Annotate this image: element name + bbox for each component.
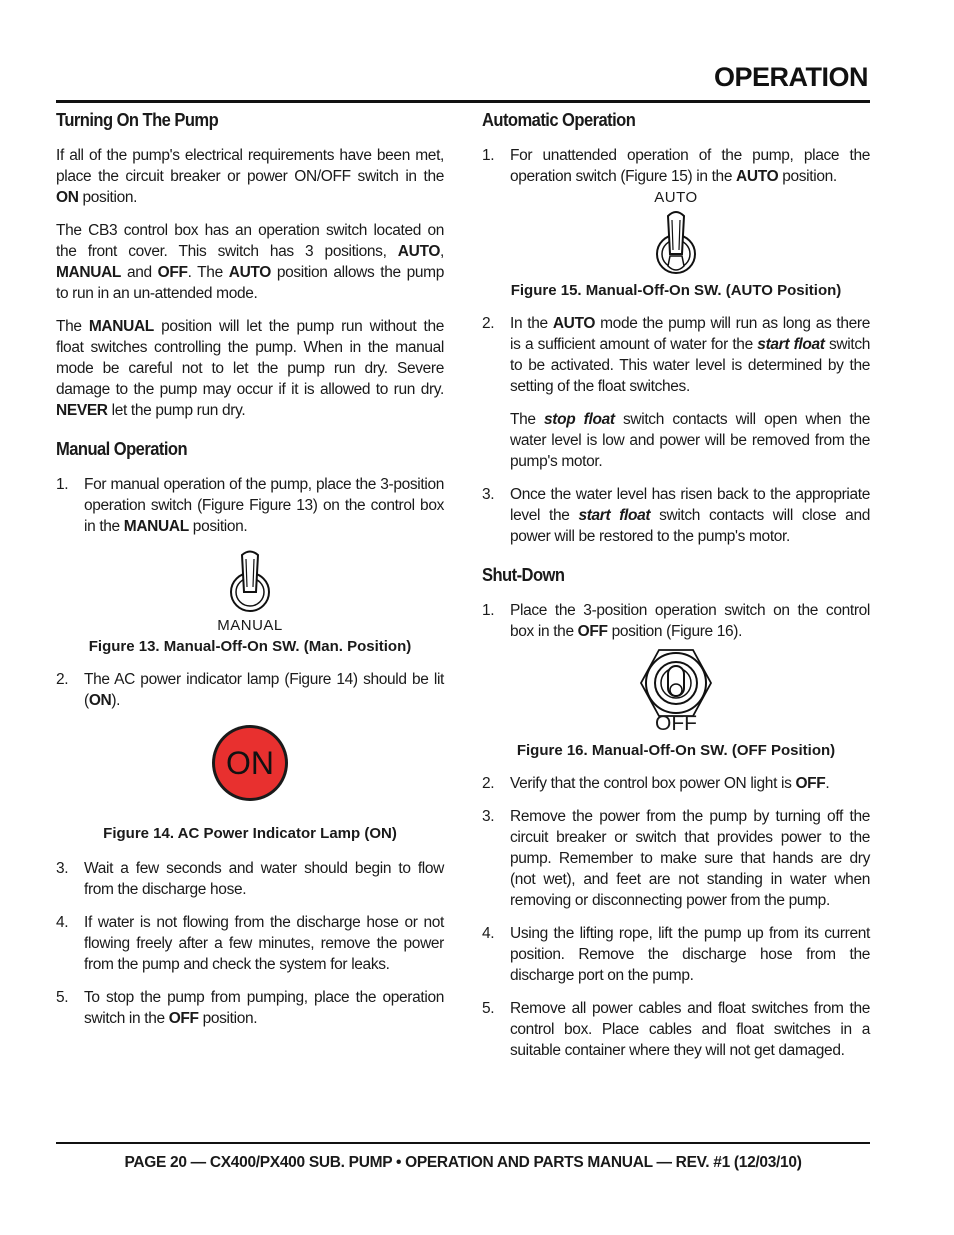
section-heading-shut-down: Shut-Down <box>482 565 565 585</box>
list-item: 4. Using the lifting rope, lift the pump up from its current position. Remove the discharge hose from the discharge port on the pump. <box>482 925 870 984</box>
lamp-text: ON <box>226 745 274 781</box>
right-column <box>482 110 870 1073</box>
figure-16-caption: Figure 16. Manual-Off-On SW. (OFF Position) <box>516 742 836 759</box>
paragraph: If all of the pump's electrical requirements have been met, place the circuit breaker or power ON/OFF switch in the ON position. <box>56 147 444 206</box>
figure-15 <box>482 189 870 276</box>
figure-16 <box>482 648 870 736</box>
toggle-switch-manual-icon <box>222 547 278 617</box>
list-item: 2. The AC power indicator lamp (Figure 14) should be lit (ON). <box>56 671 444 709</box>
list-item: 1. For unattended operation of the pump, place the operation switch (Figure 15) in the AUTO position. <box>482 147 870 185</box>
list-item: 5. To stop the pump from pumping, place the operation switch in the OFF position. <box>56 989 444 1027</box>
list-item: 1. For manual operation of the pump, place the 3-position operation switch (Figure Figure 13) on the control box in the MANUAL position. <box>56 476 444 535</box>
header-rule <box>56 100 870 103</box>
footer-rule <box>56 1142 870 1144</box>
paragraph: The MANUAL position will let the pump run without the float switches controlling the pump. When in the manual mode be careful not to let the pump run dry. Severe damage to the pump may occur if it is allowed to run dry. NEVER let the pump run dry. <box>56 318 444 419</box>
page-title: OPERATION <box>713 62 868 92</box>
section-heading-turning-on: Turning On The Pump <box>56 110 219 130</box>
section-heading-manual-operation: Manual Operation <box>56 439 188 459</box>
figure-13-caption: Figure 13. Manual-Off-On SW. (Man. Position) <box>88 638 412 655</box>
list-item: 2. Verify that the control box power ON light is OFF. <box>482 775 830 792</box>
list-item: 2. In the AUTO mode the pump will run as long as there is a sufficient amount of water for the start float switch to be activated. This water level is determined by the setting of the float switches. <box>482 315 871 395</box>
figure-14 <box>56 723 444 803</box>
figure-16-label: OFF <box>655 712 697 735</box>
list-item: 5. Remove all power cables and float switches from the control box. Place cables and float switches in a suitable container where they will not get damaged. <box>482 1000 870 1059</box>
list-item: 3. Wait a few seconds and water should begin to flow from the discharge hose. <box>56 860 444 898</box>
list-item: 3. Remove the power from the pump by turning off the circuit breaker or switch that provides power to the pump. Remember to make sure that hands are dry (not wet), and feet are not standing in water when removing or disconnecting power from the pump. <box>482 808 870 909</box>
list-item: 3. Once the water level has risen back to the appropriate level the start float switch contacts will close and power will be restored to the pump's motor. <box>482 486 870 545</box>
list-item: 4. If water is not flowing from the discharge hose or not flowing freely after a few minutes, remove the power from the pump and check the system for leaks. <box>56 914 444 973</box>
figure-13-label: MANUAL <box>217 617 283 634</box>
power-indicator-lamp-icon <box>210 723 290 803</box>
paragraph: The stop float switch contacts will open when the water level is low and power will be removed from the pump's motor. <box>510 411 870 470</box>
left-column <box>56 110 444 1041</box>
figure-14-caption: Figure 14. AC Power Indicator Lamp (ON) <box>103 825 397 842</box>
paragraph: The CB3 control box has an operation switch located on the front cover. This switch has 3 positions, AUTO, MANUAL and OFF. The AUTO position allows the pump to run in an un-attended mode. <box>56 222 444 302</box>
figure-15-label: AUTO <box>654 189 698 206</box>
figure-15-caption: Figure 15. Manual-Off-On SW. (AUTO Position) <box>510 282 842 299</box>
figure-13 <box>56 547 444 634</box>
section-heading-automatic-operation: Automatic Operation <box>482 110 636 130</box>
toggle-switch-off-icon <box>639 648 713 718</box>
toggle-switch-auto-icon <box>648 206 704 276</box>
list-item: 1. Place the 3-position operation switch on the control box in the OFF position (Figure 16). <box>482 602 870 640</box>
page-footer: PAGE 20 — CX400/PX400 SUB. PUMP • OPERATION AND PARTS MANUAL — REV. #1 (12/03/10) <box>124 1154 802 1171</box>
